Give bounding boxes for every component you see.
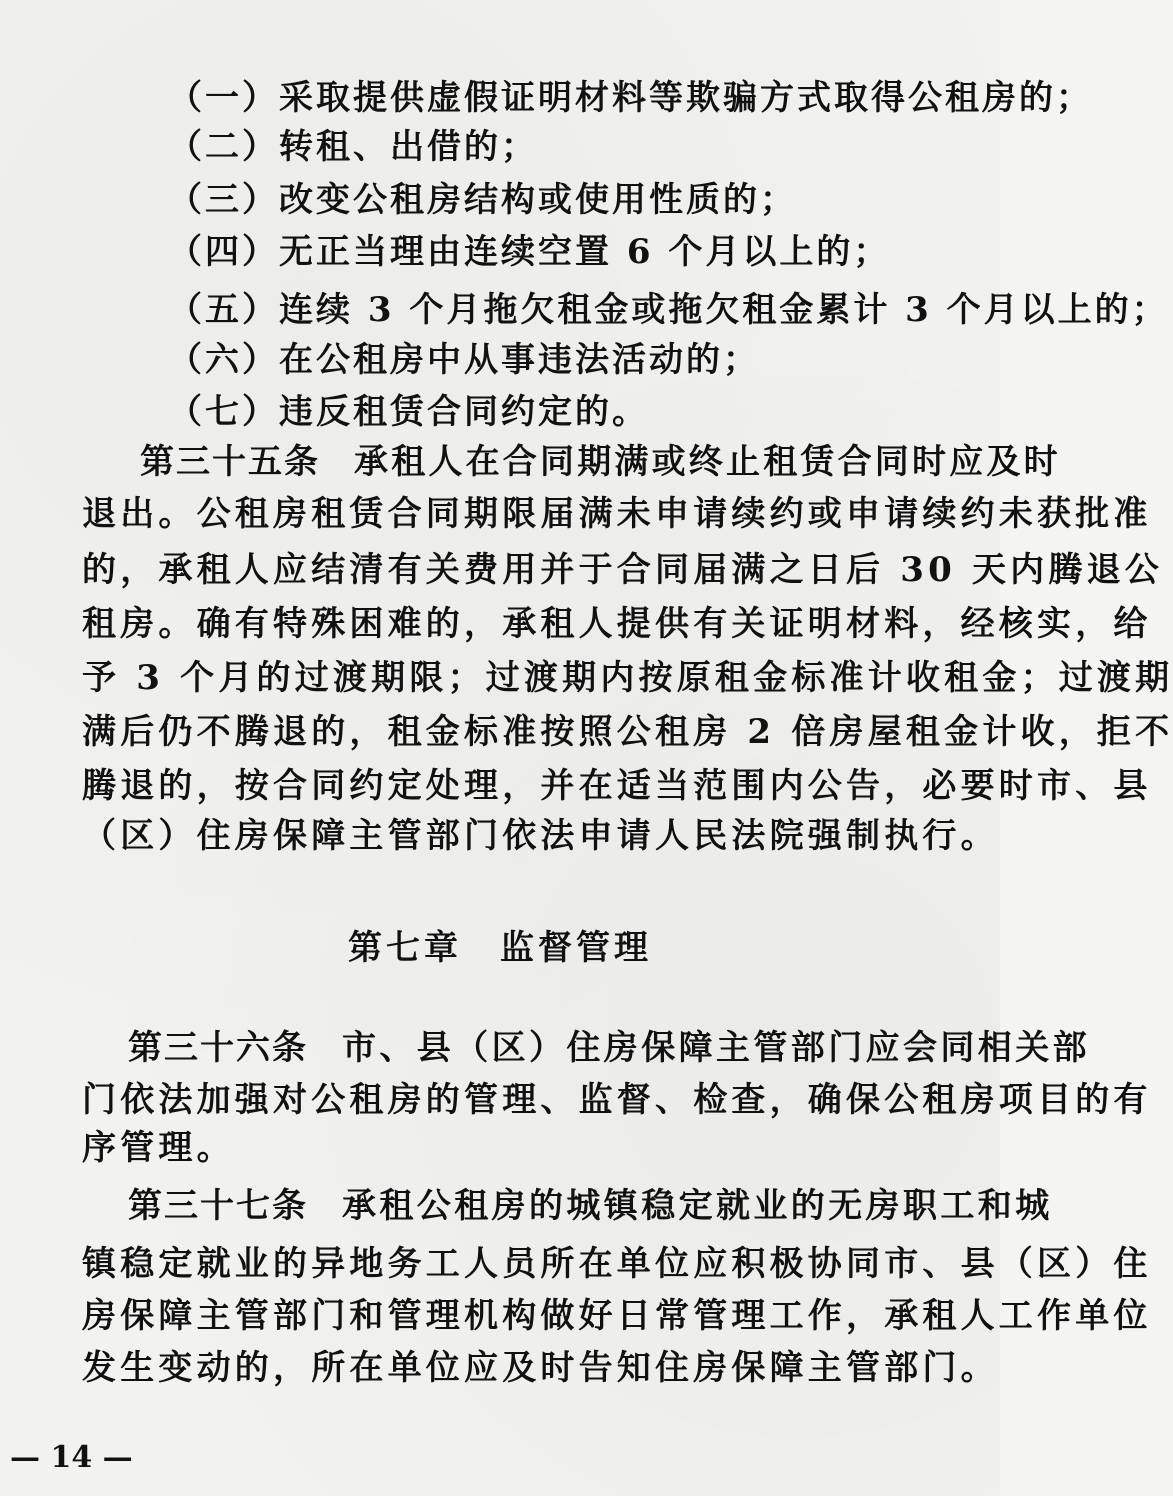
chapter-heading: 第七章 监督管理 [348, 928, 652, 968]
article-35-line-6: 满后仍不腾退的，租金标准按照公租房 2 倍房屋租金计收，拒不 [82, 712, 1173, 752]
article-35-number: 第三十五条 [140, 442, 320, 482]
article-36-line-3: 序管理。 [82, 1128, 235, 1168]
article-35-first-line [140, 442, 1061, 482]
article-35-line-3: 的，承租人应结清有关费用并于合同届满之日后 30 天内腾退公 [82, 550, 1163, 590]
list-item-5: （五）连续 3 个月拖欠租金或拖欠租金累计 3 个月以上的； [168, 290, 1169, 330]
list-item-4: （四）无正当理由连续空置 6 个月以上的； [168, 232, 891, 272]
article-35-line-8: （区）住房保障主管部门依法申请人民法院强制执行。 [82, 816, 999, 856]
article-37-line-4: 发生变动的，所在单位应及时告知住房保障主管部门。 [82, 1348, 999, 1388]
article-37-line-3: 房保障主管部门和管理机构做好日常管理工作，承租人工作单位 [82, 1296, 1152, 1336]
article-35-line-2: 退出。公租房租赁合同期限届满未申请续约或申请续约未获批准 [82, 494, 1152, 534]
page-number: — 14 — [10, 1440, 133, 1475]
article-36-first-line [128, 1028, 1090, 1068]
list-item-6: （六）在公租房中从事违法活动的； [168, 340, 760, 380]
article-37-first-line [128, 1186, 1053, 1226]
article-37-number: 第三十七条 [128, 1186, 308, 1226]
article-35-line-7: 腾退的，按合同约定处理，并在适当范围内公告，必要时市、县 [82, 766, 1152, 806]
article-35-line-5: 予 3 个月的过渡期限；过渡期内按原租金标准计收租金；过渡期 [82, 658, 1173, 698]
article-35-line-4: 租房。确有特殊困难的，承租人提供有关证明材料，经核实，给 [82, 604, 1152, 644]
article-36-line-1: 市、县（区）住房保障主管部门应会同相关部 [342, 1028, 1090, 1068]
article-37-line-1: 承租公租房的城镇稳定就业的无房职工和城 [342, 1186, 1053, 1226]
article-35-line-1: 承租人在合同期满或终止租赁合同时应及时 [354, 442, 1061, 482]
article-37-line-2: 镇稳定就业的异地务工人员所在单位应积极协同市、县（区）住 [82, 1244, 1152, 1284]
list-item-3: （三）改变公租房结构或使用性质的； [168, 180, 797, 220]
article-36-line-2: 门依法加强对公租房的管理、监督、检查，确保公租房项目的有 [82, 1080, 1152, 1120]
list-item-2: （二）转租、出借的； [168, 127, 538, 167]
list-item-7: （七）违反租赁合同约定的。 [168, 392, 649, 432]
article-36-number: 第三十六条 [128, 1028, 308, 1068]
list-item-1: （一）采取提供虚假证明材料等欺骗方式取得公租房的； [168, 78, 1093, 118]
